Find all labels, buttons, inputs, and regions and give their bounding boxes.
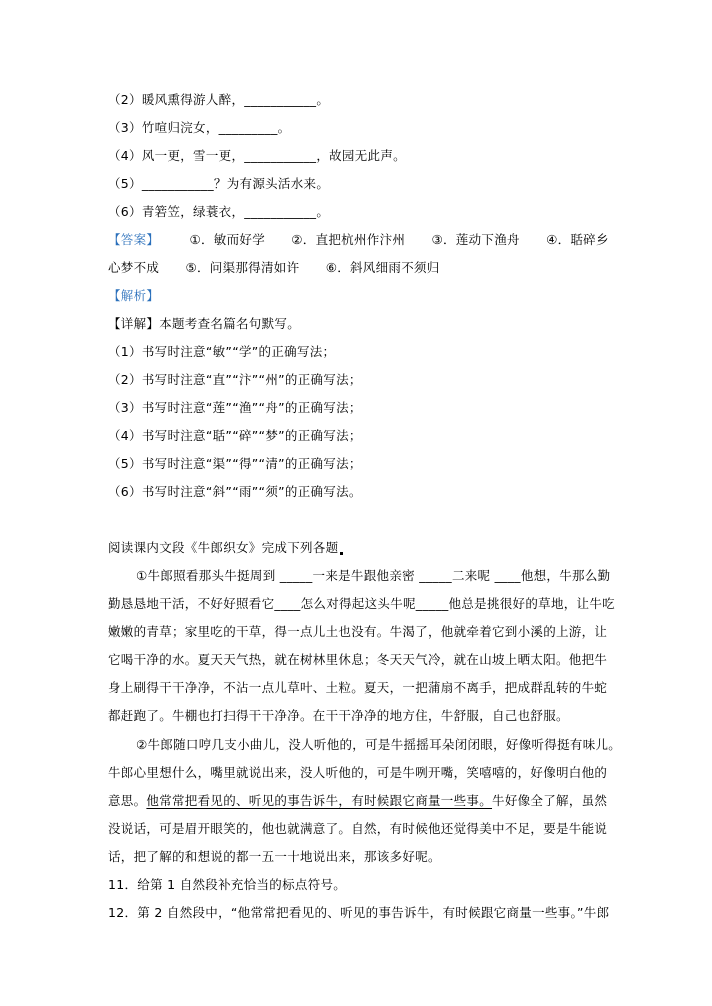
blank: ___________ [244, 204, 317, 219]
detail-label: 【详解】 [108, 316, 160, 331]
analysis-point: （5）书写时注意“渠”“得”“清”的正确写法； [108, 456, 362, 471]
answer-item: ①．敏而好学 [189, 232, 265, 247]
question-text-after: ？为有源头活水来。 [213, 176, 330, 191]
reading-intro-text: 阅读课内文段《牛郎织女》完成下列各题 [108, 540, 339, 555]
question-number: （6） [108, 204, 142, 219]
paragraph-1-line: 勤恳恳地干活，不好好照看它____怎么对得起这头牛呢_____他总是挑很好的草地，让牛吃 [108, 596, 615, 611]
question-text-after: ，故园无此声。 [316, 148, 406, 163]
cursor-mark [340, 552, 343, 555]
paragraph-2-line: 没说话，可是眉开眼笑的，他也就满意了。自然，有时候他还觉得美中不足，要是牛能说 [108, 821, 608, 836]
blank: ___________ [244, 148, 317, 163]
analysis-point: （4）书写时注意“聒”“碎”“梦”的正确写法； [108, 428, 362, 443]
analysis-point: （1）书写时注意“敏”“学”的正确写法； [108, 344, 336, 359]
analysis-point: （2）书写时注意“直”“汴”“州”的正确写法； [108, 372, 362, 387]
answer-label: 【答案】 [108, 232, 160, 247]
text: 牛好像全了解，虽然 [492, 793, 608, 808]
question-text: 风一更，雪一更， [141, 148, 245, 163]
question-6 [108, 202, 329, 222]
detail-text: 本题考查名篇名句默写。 [159, 316, 301, 331]
detail-line [108, 314, 300, 334]
question-text: 暖风熏得游人醉， [141, 92, 245, 107]
blank: ___________ [141, 176, 214, 191]
answer-line-1 [108, 230, 609, 250]
question-number: （4） [108, 148, 142, 163]
question-3 [108, 118, 290, 138]
reading-intro [108, 538, 343, 558]
task-11: 11．给第 1 自然段补充恰当的标点符号。 [108, 877, 347, 892]
question-5 [108, 174, 329, 194]
underlined-sentence: 他常常把看见的、听见的事告诉牛，有时候跟它商量一些事。 [146, 793, 493, 808]
paragraph-1-line: 都赶跑了。牛棚也打扫得干干净净。在干干净净的地方住，牛舒服，自己也舒服。 [108, 708, 569, 723]
paragraph-1-line: 嫩嫩的青草；家里吃的干草，得一点儿土也没有。牛渴了，他就牵着它到小溪的上游，让 [108, 624, 608, 639]
question-number: （5） [108, 176, 142, 191]
analysis-label: 【解析】 [108, 288, 160, 303]
paragraph-2-line [108, 791, 607, 811]
question-text-after: 。 [316, 204, 330, 219]
paragraph-1-line: 身上刷得干干净净，不沾一点儿草叶、土粒。夏天，一把蒲扇不离手，把成群乱转的牛蛇 [108, 680, 608, 695]
question-4 [108, 146, 406, 166]
question-2 [108, 90, 329, 110]
question-text: 青箬笠，绿蓑衣， [141, 204, 245, 219]
paragraph-1-line: 它喝干净的水。夏天天气热，就在树林里休息；冬天天气冷，就在山坡上晒太阳。他把牛 [108, 652, 608, 667]
answer-item: ②．直把杭州作汴州 [291, 232, 406, 247]
text: 意思。 [108, 793, 147, 808]
answer-item: ⑤．问渠那得清如许 [185, 260, 300, 275]
question-number: （3） [108, 120, 142, 135]
paragraph-2-line: 牛郎心里想什么，嘴里就说出来，没人听他的，可是牛咧开嘴，笑嘻嘻的，好像明白他的 [108, 765, 608, 780]
paragraph-1-line: ①牛郎照看那头牛挺周到 _____一来是牛跟他亲密 _____二来呢 ____他想，牛那么勤 [136, 568, 611, 583]
question-number: （2） [108, 92, 142, 107]
answer-item: ⑥．斜风细雨不须归 [325, 260, 440, 275]
blank: _________ [218, 120, 278, 135]
answer-item-continued: 心梦不成 [108, 260, 160, 275]
answer-item: ③．莲动下渔舟 [431, 232, 520, 247]
question-text-after: 。 [316, 92, 330, 107]
answer-line-2 [108, 258, 440, 278]
paragraph-2-line: 话，把了解的和想说的都一五一十地说出来，那该多好呢。 [108, 849, 441, 864]
question-text-after: 。 [277, 120, 291, 135]
answer-item: ④．聒碎乡 [546, 232, 609, 247]
question-text: 竹喧归浣女， [141, 120, 219, 135]
analysis-point: （3）书写时注意“莲”“渔”“舟”的正确写法； [108, 400, 362, 415]
paragraph-2-line: ②牛郎随口哼几支小曲儿，没人听他的，可是牛摇摇耳朵闭闭眼，好像听得挺有味儿。 [136, 737, 622, 752]
blank: ___________ [244, 92, 317, 107]
task-12: 12．第 2 自然段中，“他常常把看见的、听见的事告诉牛，有时候跟它商量一些事。”牛郎 [108, 905, 610, 920]
analysis-point: （6）书写时注意“斜”“雨”“须”的正确写法。 [108, 484, 362, 499]
